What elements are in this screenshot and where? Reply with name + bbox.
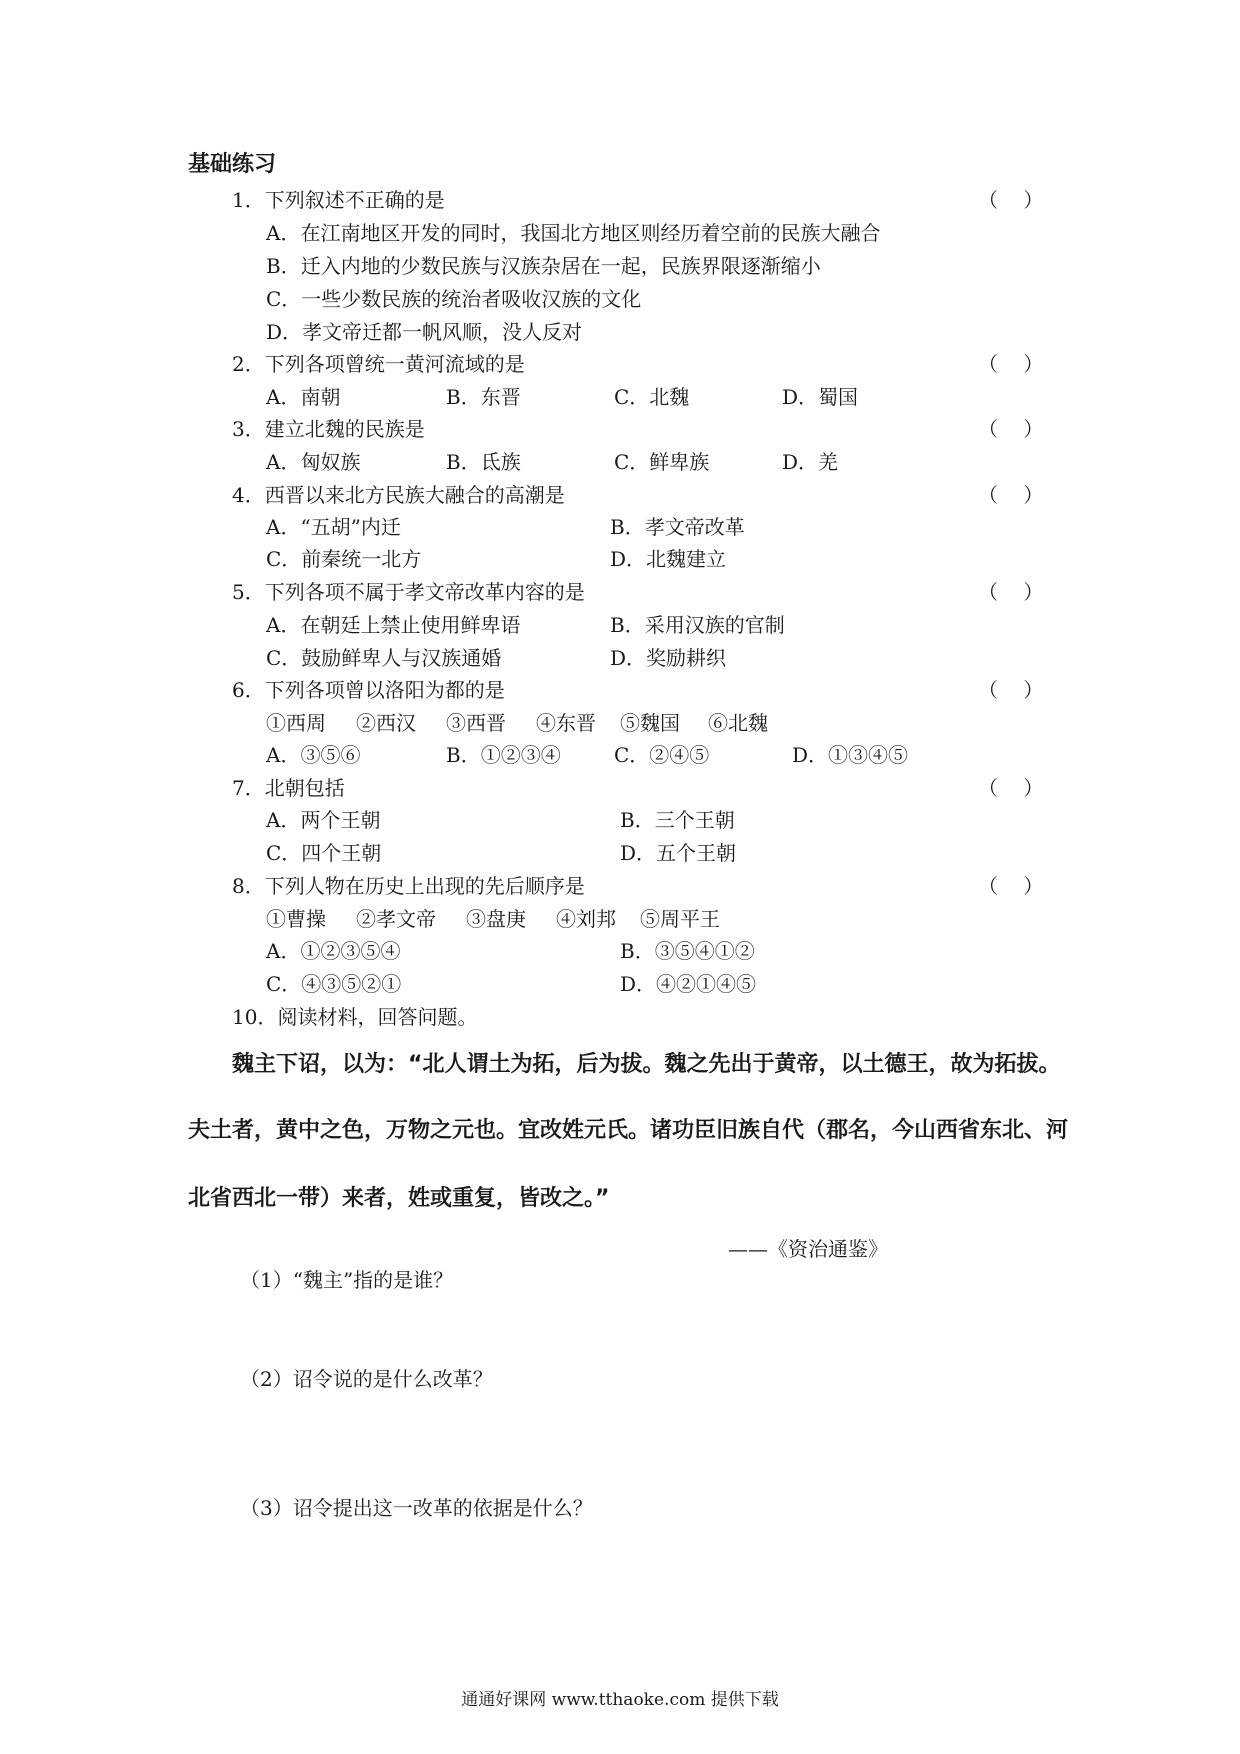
q6-item: ①西周: [266, 711, 326, 735]
q5-option-b: B．采用汉族的官制: [610, 613, 785, 637]
q2-option-d: D．蜀国: [782, 385, 859, 409]
reading-material-line: 夫土者，黄中之色，万物之元也。宜改姓元氏。诸功臣旧族自代（郡名，今山西省东北、河: [188, 1118, 1069, 1143]
question-4-stem: 4．西晋以来北方民族大融合的高潮是: [232, 483, 565, 507]
q1-option-c: C．一些少数民族的统治者吸收汉族的文化: [266, 287, 642, 311]
answer-blank: （ ）: [978, 580, 1044, 604]
q8-option-a: A．①②③⑤④: [266, 939, 401, 963]
q8-item: ④刘邦: [556, 907, 616, 931]
answer-blank: （ ）: [978, 417, 1044, 441]
q4-option-a: A．“五胡”内迁: [266, 515, 401, 539]
q8-option-b: B．③⑤④①②: [620, 939, 755, 963]
q8-item: ③盘庚: [466, 907, 526, 931]
material-source: ——《资治通鉴》: [728, 1237, 888, 1261]
page-footer: 通通好课网 www.tthaoke.com 提供下载: [461, 1690, 779, 1710]
q8-item: ②孝文帝: [356, 907, 436, 931]
q4-option-d: D．北魏建立: [610, 547, 727, 571]
q3-option-d: D．羌: [782, 450, 839, 474]
question-7-stem: 7．北朝包括: [232, 776, 345, 800]
q7-option-c: C．四个王朝: [266, 841, 382, 865]
answer-blank: （ ）: [978, 352, 1044, 376]
answer-blank: （ ）: [978, 678, 1044, 702]
q8-item: ⑤周平王: [640, 907, 720, 931]
q3-option-a: A．匈奴族: [266, 450, 361, 474]
answer-blank: （ ）: [978, 483, 1044, 507]
q6-option-c: C．②④⑤: [614, 743, 710, 767]
q6-option-d: D．①③④⑤: [792, 743, 909, 767]
q4-option-b: B．孝文帝改革: [610, 515, 745, 539]
question-10-stem: 10．阅读材料，回答问题。: [232, 1005, 478, 1029]
q5-option-c: C．鼓励鲜卑人与汉族通婚: [266, 646, 502, 670]
q1-option-b: B．迁入内地的少数民族与汉族杂居在一起，民族界限逐渐缩小: [266, 254, 821, 278]
subquestion-1: （1）“魏主”指的是谁？: [240, 1268, 454, 1292]
q8-option-d: D．④②①④⑤: [620, 972, 757, 996]
q1-option-a: A．在江南地区开发的同时，我国北方地区则经历着空前的民族大融合: [266, 221, 881, 245]
q3-option-b: B．氐族: [446, 450, 521, 474]
q6-item: ④东晋: [536, 711, 596, 735]
question-2-stem: 2．下列各项曾统一黄河流域的是: [232, 352, 525, 376]
q4-option-c: C．前秦统一北方: [266, 547, 422, 571]
q6-item: ⑤魏国: [620, 711, 680, 735]
q8-item: ①曹操: [266, 907, 326, 931]
q2-option-c: C．北魏: [614, 385, 690, 409]
q7-option-b: B．三个王朝: [620, 808, 735, 832]
answer-blank: （ ）: [978, 874, 1044, 898]
section-heading: 基础练习: [188, 152, 277, 177]
question-3-stem: 3．建立北魏的民族是: [232, 417, 425, 441]
subquestion-2: （2）诏令说的是什么改革？: [240, 1367, 493, 1391]
q6-item: ③西晋: [446, 711, 506, 735]
reading-material-line: 魏主下诏，以为：“北人谓土为拓，后为拔。魏之先出于黄帝，以土德王，故为拓拔。: [232, 1052, 1061, 1077]
subquestion-3: （3）诏令提出这一改革的依据是什么？: [240, 1496, 593, 1520]
q7-option-a: A．两个王朝: [266, 808, 381, 832]
q3-option-c: C．鲜卑族: [614, 450, 710, 474]
q2-option-a: A．南朝: [266, 385, 341, 409]
answer-blank: （ ）: [978, 188, 1044, 212]
q6-item: ⑥北魏: [708, 711, 768, 735]
q5-option-d: D．奖励耕织: [610, 646, 727, 670]
q7-option-d: D．五个王朝: [620, 841, 737, 865]
q6-option-b: B．①②③④: [446, 743, 561, 767]
reading-material-line: 北省西北一带）来者，姓或重复，皆改之。”: [188, 1186, 610, 1211]
q5-option-a: A．在朝廷上禁止使用鲜卑语: [266, 613, 521, 637]
q8-option-c: C．④③⑤②①: [266, 972, 402, 996]
q6-option-a: A．③⑤⑥: [266, 743, 361, 767]
question-1-stem: 1．下列叙述不正确的是: [232, 188, 445, 212]
answer-blank: （ ）: [978, 776, 1044, 800]
q2-option-b: B．东晋: [446, 385, 521, 409]
question-8-stem: 8．下列人物在历史上出现的先后顺序是: [232, 874, 585, 898]
q6-item: ②西汉: [356, 711, 416, 735]
q1-option-d: D．孝文帝迁都一帆风顺，没人反对: [266, 320, 583, 344]
question-5-stem: 5．下列各项不属于孝文帝改革内容的是: [232, 580, 585, 604]
question-6-stem: 6．下列各项曾以洛阳为都的是: [232, 678, 505, 702]
